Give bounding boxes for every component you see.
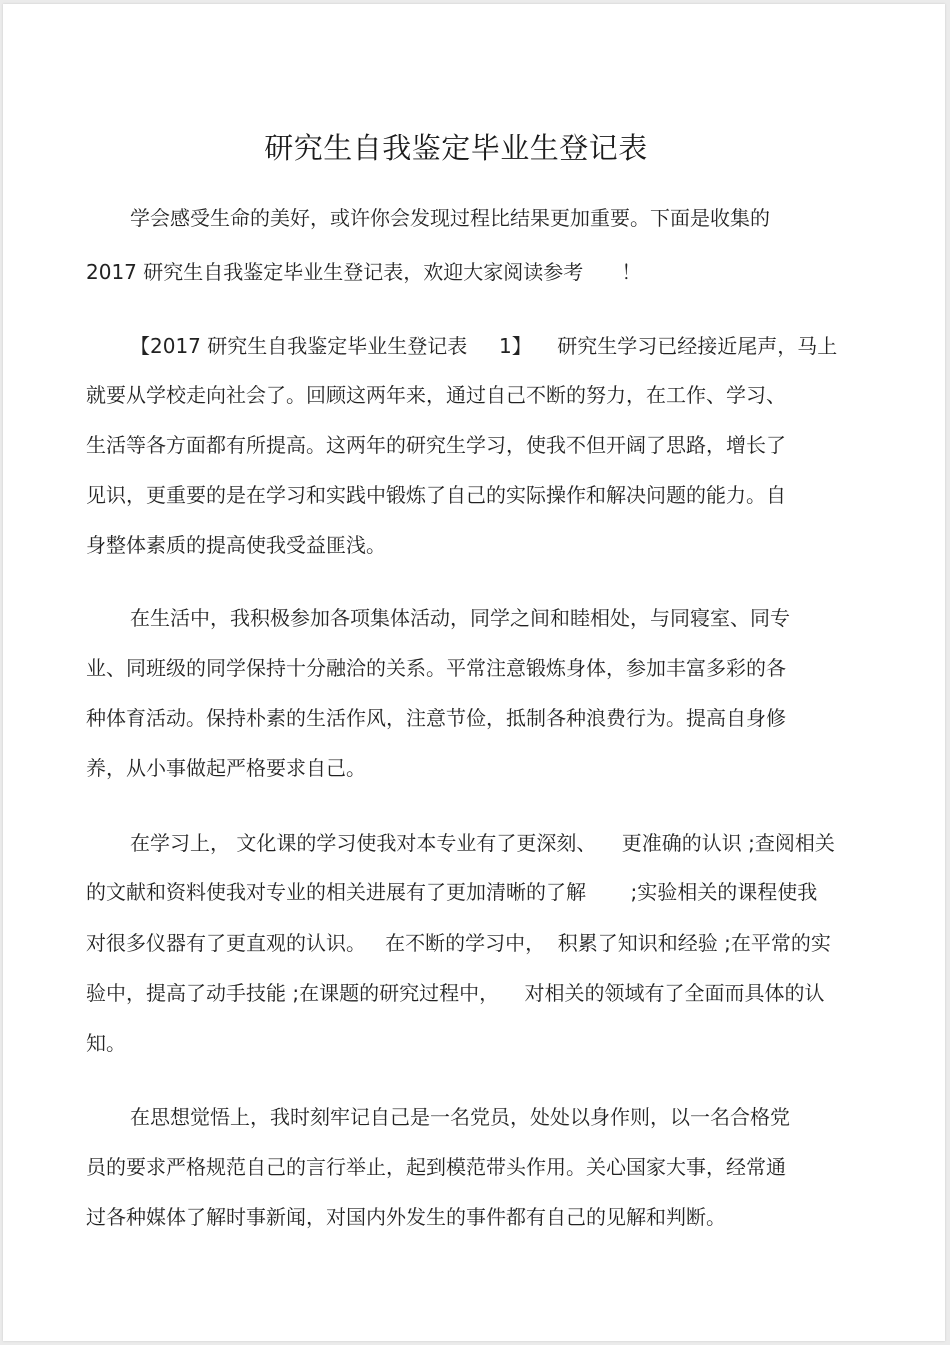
paragraph-line: 养，从小事做起严格要求自己。 [86, 756, 366, 780]
paragraph-line: 学会感受生命的美好，或许你会发现过程比结果更加重要。下面是收集的 [130, 206, 770, 230]
paragraph-line: 见识，更重要的是在学习和实践中锻炼了自己的实际操作和解决问题的能力。自 [86, 483, 786, 507]
paragraph-line: 在生活中，我积极参加各项集体活动，同学之间和睦相处，与同寝室、同专 [130, 606, 790, 630]
paragraph-line: 员的要求严格规范自己的言行举止，起到模范带头作用。关心国家大事，经常通 [86, 1155, 786, 1179]
paragraph-line: 【2017 研究生自我鉴定毕业生登记表 1】 研究生学习已经接近尾声，马上 [130, 334, 838, 358]
paragraph-line: 种体育活动。保持朴素的生活作风，注意节俭，抵制各种浪费行为。提高自身修 [86, 706, 786, 730]
document-title: 研究生自我鉴定毕业生登记表 [264, 131, 648, 165]
document-page [3, 4, 945, 1341]
paragraph-line: 就要从学校走向社会了。回顾这两年来，通过自己不断的努力，在工作、学习、 [86, 383, 786, 407]
paragraph-line: 生活等各方面都有所提高。这两年的研究生学习，使我不但开阔了思路，增长了 [86, 433, 786, 457]
paragraph-line: 知。 [86, 1031, 126, 1055]
paragraph-line: 业、同班级的同学保持十分融洽的关系。平常注意锻炼身体，参加丰富多彩的各 [86, 656, 786, 680]
paragraph-line: 验中，提高了动手技能 ;在课题的研究过程中， 对相关的领域有了全面而具体的认 [86, 981, 825, 1005]
paragraph-line: 在学习上， 文化课的学习使我对本专业有了更深刻、 更准确的认识 ;查阅相关 [130, 831, 835, 855]
paragraph-line: 在思想觉悟上，我时刻牢记自己是一名党员，处处以身作则，以一名合格党 [130, 1105, 790, 1129]
paragraph-line: 过各种媒体了解时事新闻，对国内外发生的事件都有自己的见解和判断。 [86, 1205, 726, 1229]
paragraph-line: 的文献和资料使我对专业的相关进展有了更加清晰的了解 ;实验相关的课程使我 [86, 880, 818, 904]
paragraph-line: 对很多仪器有了更直观的认识。 在不断的学习中， 积累了知识和经验 ;在平常的实 [86, 931, 831, 955]
paragraph-line: 身整体素质的提高使我受益匪浅。 [86, 533, 386, 557]
paragraph-line: 2017 研究生自我鉴定毕业生登记表，欢迎大家阅读参考 ！ [86, 260, 642, 284]
